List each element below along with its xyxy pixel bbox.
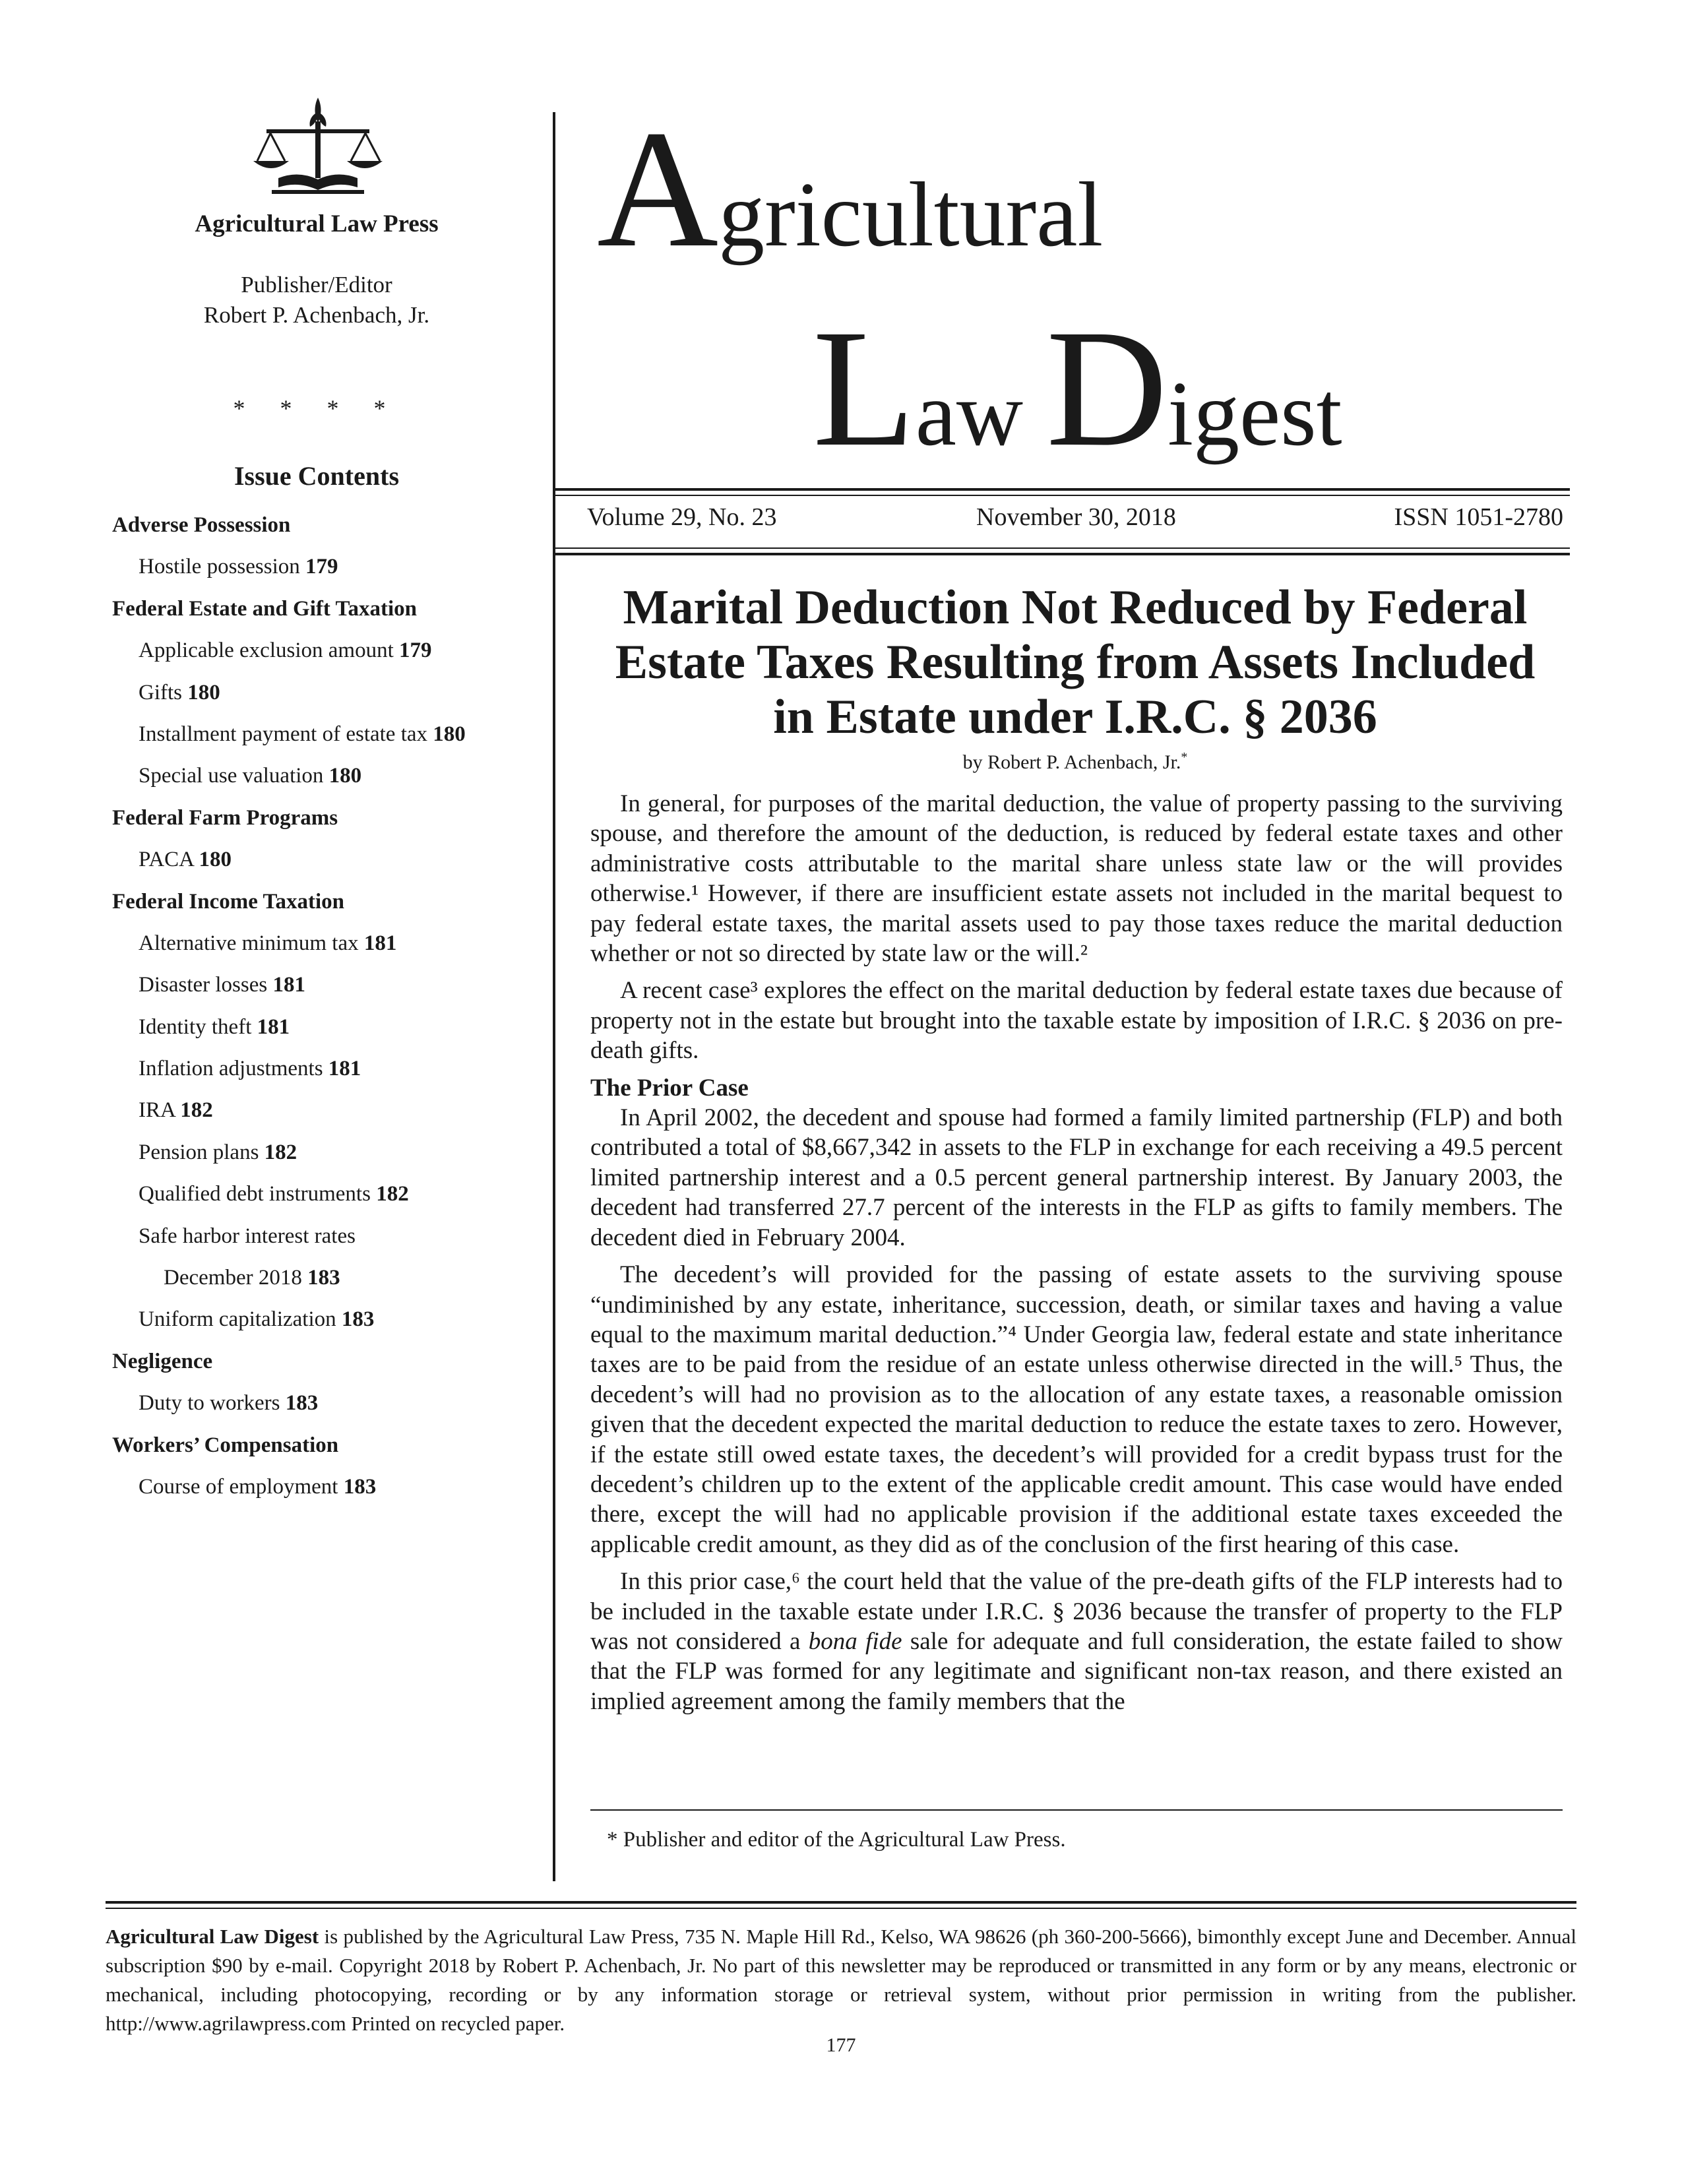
publisher-label: Publisher/Editor bbox=[241, 272, 392, 297]
toc-entry-page: 181 bbox=[363, 931, 397, 955]
issue-date: November 30, 2018 bbox=[976, 503, 1176, 531]
paragraph: In April 2002, the decedent and spouse had formed a family limited partnership (FLP) and both contributed a total of $8,667,342 in assets to the FLP in exchange for each receiving a 49.5 percent limited partnership interest and a 0.5 percent general partnership interest. By January 2003, the decedent had transferred 27.7 percent of the interests in the FLP as gifts to family members. The decedent died in February 2004. bbox=[590, 1104, 1563, 1251]
toc-category bbox=[112, 505, 547, 546]
masthead-line-1 bbox=[597, 96, 1104, 282]
toc-entry-page: 179 bbox=[399, 639, 432, 663]
toc-entry bbox=[112, 1173, 547, 1215]
toc-category bbox=[112, 881, 547, 923]
toc-entry-page: 183 bbox=[307, 1266, 340, 1290]
publication-info bbox=[106, 1922, 1576, 2038]
separator-stars: * * * * bbox=[233, 395, 400, 421]
toc-category-label: Federal Farm Programs bbox=[112, 805, 338, 830]
toc-entry bbox=[112, 714, 547, 755]
toc-entry-label: Gifts bbox=[139, 680, 182, 704]
toc-entry bbox=[112, 672, 547, 714]
toc-category bbox=[112, 1341, 547, 1383]
toc-entry-page: 180 bbox=[187, 680, 220, 704]
toc-entry-page: 182 bbox=[376, 1182, 409, 1206]
toc-entry-label: Disaster losses bbox=[139, 973, 268, 997]
toc-category-label: Workers’ Compensation bbox=[112, 1433, 339, 1457]
byline-text: by Robert P. Achenbach, Jr. bbox=[962, 751, 1181, 773]
toc-category bbox=[112, 1425, 547, 1466]
toc-entry-page: 183 bbox=[343, 1474, 377, 1499]
toc-entry bbox=[112, 1257, 547, 1299]
toc-entry-label: Installment payment of estate tax bbox=[139, 722, 428, 746]
publication-name: Agricultural Law Digest bbox=[106, 1925, 319, 1948]
toc-entry-label: Course of employment bbox=[139, 1474, 338, 1499]
publication-info-text: is published by the Agricultural Law Press, 735 N. Maple Hill Rd., Kelso, WA 98626 (ph 360-200-5666), bimonthly except June and December. Annual subscription $90 by e-mail. Copyright 2018 by Robert P. Achenbach, Jr. No part of this newsletter may be reproduced or transmitted in any form or by any means, electronic or mechanical, including photocopying, recording or by any information storage or retrieval system, without prior permission in writing from the publisher. http://www.agrilawpress.com Printed on recycled paper. bbox=[106, 1925, 1576, 2035]
toc-entry bbox=[112, 630, 547, 671]
masthead-rule-thin bbox=[553, 495, 1570, 496]
masthead-initial: D bbox=[1046, 296, 1168, 482]
toc-entry-label: PACA bbox=[139, 848, 194, 872]
toc-category-label: Negligence bbox=[112, 1349, 213, 1373]
article-byline bbox=[580, 750, 1570, 774]
publisher-name: Robert P. Achenbach, Jr. bbox=[203, 302, 430, 328]
toc-entry-label: Inflation adjustments bbox=[139, 1057, 323, 1081]
toc-entry bbox=[112, 839, 547, 881]
toc-entry-label: Hostile possession bbox=[139, 555, 300, 579]
toc-entry-label: Safe harbor interest rates bbox=[139, 1224, 356, 1248]
paragraph-italic-text: bona fide bbox=[808, 1627, 902, 1655]
toc-entry bbox=[112, 1383, 547, 1424]
toc-entry-page: 180 bbox=[328, 764, 362, 788]
footer-rule-thin bbox=[106, 1908, 1576, 1909]
toc-category-label: Adverse Possession bbox=[112, 513, 291, 537]
toc-entry-label: Special use valuation bbox=[139, 764, 324, 788]
toc-entry bbox=[112, 1132, 547, 1173]
paragraph-text: sale for adequate and full consideration, the estate failed to show that the FLP was formed for any legitimate and significant non-tax reason, and there existed an implied agreement among the family members that the bbox=[590, 1627, 1563, 1715]
issue-contents-list bbox=[112, 505, 547, 1508]
masthead-line-2 bbox=[813, 296, 1342, 482]
toc-category bbox=[112, 588, 547, 630]
footnote: * Publisher and editor of the Agricultural Law Press. bbox=[607, 1828, 1066, 1852]
toc-entry-page: 180 bbox=[433, 722, 466, 746]
toc-entry bbox=[112, 1007, 547, 1048]
toc-entry bbox=[112, 1466, 547, 1508]
toc-entry-label: Pension plans bbox=[139, 1140, 259, 1164]
toc-category bbox=[112, 797, 547, 839]
toc-entry bbox=[112, 1048, 547, 1090]
toc-entry-label: Qualified debt instruments bbox=[139, 1182, 371, 1206]
toc-entry bbox=[112, 923, 547, 964]
issue-info-bar bbox=[587, 503, 1563, 542]
masthead-word: igest bbox=[1168, 363, 1342, 465]
masthead-word: aw bbox=[915, 363, 1047, 465]
article-title-line: Marital Deduction Not Reduced by Federal bbox=[623, 580, 1528, 635]
press-name: Agricultural Law Press bbox=[195, 210, 439, 237]
paragraph-text: In this prior case,⁶ the court held that the value of the pre-death gifts of the FLP interests had to be included in the taxable estate under I.R.C. § 2036 because the transfer of property to the FLP was not considered a bbox=[590, 1568, 1563, 1655]
article-title bbox=[580, 580, 1570, 745]
issue-issn: ISSN 1051-2780 bbox=[1394, 503, 1563, 531]
page-number: 177 bbox=[826, 2034, 856, 2056]
toc-entry-page: 183 bbox=[285, 1391, 319, 1416]
toc-entry-label: Uniform capitalization bbox=[139, 1307, 336, 1332]
toc-entry-label: Alternative minimum tax bbox=[139, 931, 359, 955]
toc-entry bbox=[112, 964, 547, 1006]
paragraph: The decedent’s will provided for the passing of estate assets to the surviving spouse “undiminished by any estate, inheritance, succession, death, or similar taxes and having a value equal to the maximum marital deduction.”⁴ Under Georgia law, federal estate and state inheritance taxes are to be paid from the residue of an estate unless otherwise directed in the will.⁵ Thus, the decedent’s will had no provision as to the allocation of any estate taxes, a reasonable omission given that the decedent expected the marital deduction to reduce the estate taxes to zero. However, if the estate still owed estate taxes, the decedent’s will provided for a credit bypass trust for the decedent’s children up to the extent of the applicable credit amount. This case would have ended there, except the will had no applicable provision if the additional estate taxes exceeded the applicable credit amount, as they did as of the conclusion of the first hearing of this case. bbox=[590, 1261, 1563, 1558]
column-divider bbox=[553, 112, 555, 1881]
toc-entry-page: 180 bbox=[199, 848, 232, 872]
section-heading: The Prior Case bbox=[590, 1074, 749, 1102]
toc-entry-page: 183 bbox=[341, 1307, 375, 1332]
infobar-rule-thin bbox=[553, 547, 1570, 549]
article-title-line: Estate Taxes Resulting from Assets Included bbox=[615, 635, 1536, 689]
toc-entry-label: Applicable exclusion amount bbox=[139, 639, 394, 663]
masthead-word: gricultural bbox=[718, 164, 1104, 266]
toc-category-label: Federal Income Taxation bbox=[112, 889, 344, 914]
paragraph: In general, for purposes of the marital deduction, the value of property passing to the surviving spouse, and therefore the amount of the deduction, is reduced by federal estate taxes and other administrative costs attributable to the marital share unless state law or the will provides otherwise.¹ However, if there are insufficient estate assets not included in the marital bequest to pay federal estate taxes, the marital assets used to pay those taxes reduce the marital deduction whether or not so directed by state law or the will.² bbox=[590, 790, 1563, 968]
toc-entry bbox=[112, 1299, 547, 1340]
footer-rule-thick bbox=[106, 1901, 1576, 1904]
toc-entry-page: 181 bbox=[272, 973, 305, 997]
toc-entry-label: IRA bbox=[139, 1098, 175, 1123]
paragraph bbox=[590, 1567, 1563, 1716]
toc-entry bbox=[112, 1090, 547, 1131]
footnote-rule bbox=[590, 1809, 1563, 1811]
toc-entry-page: 179 bbox=[305, 555, 338, 579]
paragraph: A recent case³ explores the effect on the marital deduction by federal estate taxes due because of property not in the estate but brought into the taxable estate by imposition of I.R.C. § 2036 on pre-death gifts. bbox=[590, 977, 1563, 1065]
toc-entry bbox=[112, 1216, 547, 1257]
toc-entry-page: 181 bbox=[328, 1057, 361, 1081]
issue-volume: Volume 29, No. 23 bbox=[587, 503, 777, 531]
byline-footnote-mark: * bbox=[1181, 750, 1188, 764]
toc-entry-page: 182 bbox=[180, 1098, 213, 1123]
toc-entry-label: Duty to workers bbox=[139, 1391, 280, 1416]
article-title-line: in Estate under I.R.C. § 2036 bbox=[773, 690, 1377, 744]
toc-entry-label: Identity theft bbox=[139, 1014, 252, 1039]
toc-entry bbox=[112, 546, 547, 588]
scales-of-justice-logo-icon bbox=[252, 92, 384, 204]
toc-entry-page: 182 bbox=[264, 1140, 297, 1164]
toc-entry bbox=[112, 755, 547, 797]
masthead-rule-thick bbox=[553, 488, 1570, 491]
toc-entry-label: December 2018 bbox=[164, 1266, 302, 1290]
infobar-rule-thick bbox=[553, 553, 1570, 555]
toc-entry-page: 181 bbox=[257, 1014, 290, 1039]
article-body bbox=[590, 789, 1563, 1724]
issue-contents-title: Issue Contents bbox=[234, 461, 400, 491]
toc-category-label: Federal Estate and Gift Taxation bbox=[112, 596, 418, 621]
masthead-initial: A bbox=[597, 96, 719, 282]
masthead-initial: L bbox=[813, 296, 916, 482]
